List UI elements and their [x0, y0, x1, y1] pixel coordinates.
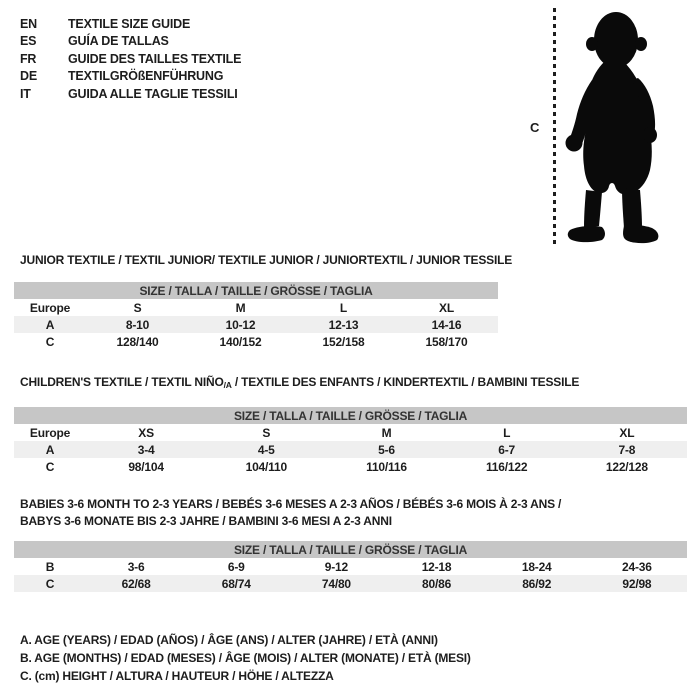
language-label: TEXTILGRÖßENFÜHRUNG [68, 69, 224, 84]
size-cell: 4-5 [257, 442, 275, 457]
size-cell: 116/122 [485, 459, 528, 474]
section-heading [20, 496, 687, 530]
row-label: C [45, 334, 55, 349]
section-heading-line: BABIES 3-6 MONTH TO 2-3 YEARS / BEBÉS 3-6 MESES A 2-3 AÑOS / BÉBÉS 3-6 MOIS À 2-3 ANS / [20, 497, 562, 511]
size-table [14, 407, 687, 475]
size-cell: M [381, 425, 392, 440]
size-section [14, 374, 687, 475]
toddler-silhouette-icon [562, 6, 700, 248]
size-cell: 12-18 [421, 559, 452, 574]
size-cell: 18-24 [521, 559, 552, 574]
language-code: EN [20, 17, 37, 31]
height-dashed-line [553, 8, 556, 246]
size-cell: 62/68 [121, 576, 151, 591]
toddler-figure [524, 4, 700, 250]
size-cell: 128/140 [116, 334, 159, 349]
footnote: A. AGE (YEARS) / EDAD (AÑOS) / ÂGE (ANS) / ALTER (JAHRE) / ETÀ (ANNI) [20, 633, 438, 647]
table-row [14, 316, 498, 333]
table-title: SIZE / TALLA / TAILLE / GRÖSSE / TAGLIA [14, 282, 498, 299]
language-list [20, 16, 241, 103]
language-label: GUÍA DE TALLAS [68, 34, 169, 49]
language-code: DE [20, 69, 37, 84]
row-label: Europe [29, 300, 71, 315]
size-cell: 9-12 [324, 559, 348, 574]
size-cell: 8-10 [125, 317, 150, 332]
size-cell: 110/116 [366, 459, 407, 474]
section-heading [20, 252, 687, 269]
size-cell: 6-7 [498, 442, 516, 457]
size-cell: 10-12 [225, 317, 256, 332]
size-cell: 6-9 [227, 559, 245, 574]
table-title-row [14, 282, 498, 299]
row-label: Europe [29, 425, 71, 440]
size-cell: S [262, 425, 271, 440]
height-measure-label: C [530, 120, 540, 135]
section-heading [20, 374, 687, 394]
size-cell: 14-16 [431, 317, 462, 332]
language-code: IT [20, 86, 31, 101]
language-label: TEXTILE SIZE GUIDE [68, 17, 191, 31]
size-table [14, 282, 498, 350]
size-cell: 86/92 [522, 576, 552, 591]
size-cell: 158/170 [425, 334, 468, 349]
size-cell: XL [619, 425, 635, 440]
language-row [20, 51, 241, 68]
size-tables [14, 250, 687, 592]
size-cell: 80/86 [422, 576, 452, 591]
table-row [14, 441, 687, 458]
language-row [20, 33, 241, 50]
size-cell: M [235, 300, 246, 315]
row-label: A [45, 442, 55, 457]
language-row [20, 68, 241, 85]
size-section [14, 496, 687, 592]
size-cell: 5-6 [378, 442, 395, 457]
language-label: GUIDE DES TAILLES TEXTILE [68, 51, 242, 66]
table-row [14, 333, 498, 350]
size-cell: XS [138, 425, 154, 440]
footnote: B. AGE (MONTHS) / EDAD (MESES) / ÂGE (MOIS) / ALTER (MONATE) / ETÀ (MESI) [20, 651, 471, 665]
size-cell: 7-8 [618, 442, 636, 457]
footnotes [20, 631, 471, 685]
table-row [14, 575, 687, 592]
row-label: C [45, 576, 55, 591]
language-label: GUIDA ALLE TAGLIE TESSILI [68, 86, 238, 101]
size-cell: 152/158 [322, 334, 365, 349]
size-section [14, 252, 687, 350]
language-row [20, 16, 241, 33]
language-row [20, 86, 241, 103]
size-cell: 122/128 [605, 459, 648, 474]
language-code: ES [20, 34, 37, 49]
size-cell: 3-6 [127, 559, 145, 574]
language-code: FR [20, 51, 37, 66]
size-cell: L [339, 300, 348, 315]
table-title-row [14, 541, 687, 558]
table-title-row [14, 407, 687, 424]
size-cell: 140/152 [219, 334, 262, 349]
footnote: C. (cm) HEIGHT / ALTURA / HAUTEUR / HÖHE / ALTEZZA [20, 669, 334, 683]
size-cell: XL [439, 300, 454, 315]
size-cell: 104/110 [245, 459, 287, 474]
row-label: C [45, 459, 55, 474]
section-heading-line: JUNIOR TEXTILE / TEXTIL JUNIOR/ TEXTILE JUNIOR / JUNIORTEXTIL / JUNIOR TESSILE [20, 253, 513, 267]
row-label: A [45, 317, 55, 332]
section-heading-line: BABYS 3-6 MONATE BIS 2-3 JAHRE / BAMBINI 3-6 MESI A 2-3 ANNI [20, 514, 392, 528]
size-cell: 3-4 [137, 442, 155, 457]
size-cell: 12-13 [328, 317, 359, 332]
size-cell: L [503, 425, 511, 440]
size-cell: 68/74 [221, 576, 251, 591]
size-table [14, 541, 687, 592]
size-cell: 92/98 [622, 576, 652, 591]
section-heading-line: CHILDREN'S TEXTILE / TEXTIL $NIÑO_{/A}$ / TEXTILE DES ENFANTS / KINDERTEXTIL / BAMBINI TESSILE [20, 375, 580, 390]
size-cell: 24-36 [622, 559, 652, 574]
table-title: SIZE / TALLA / TAILLE / GRÖSSE / TAGLIA [14, 541, 687, 558]
row-label: B [45, 559, 55, 574]
table-row [14, 299, 498, 316]
table-row [14, 458, 687, 475]
size-cell: S [133, 300, 142, 315]
size-cell: 74/80 [321, 576, 351, 591]
table-row [14, 558, 687, 575]
size-cell: 98/104 [128, 459, 164, 474]
table-row [14, 424, 687, 441]
table-title: SIZE / TALLA / TAILLE / GRÖSSE / TAGLIA [14, 407, 687, 424]
